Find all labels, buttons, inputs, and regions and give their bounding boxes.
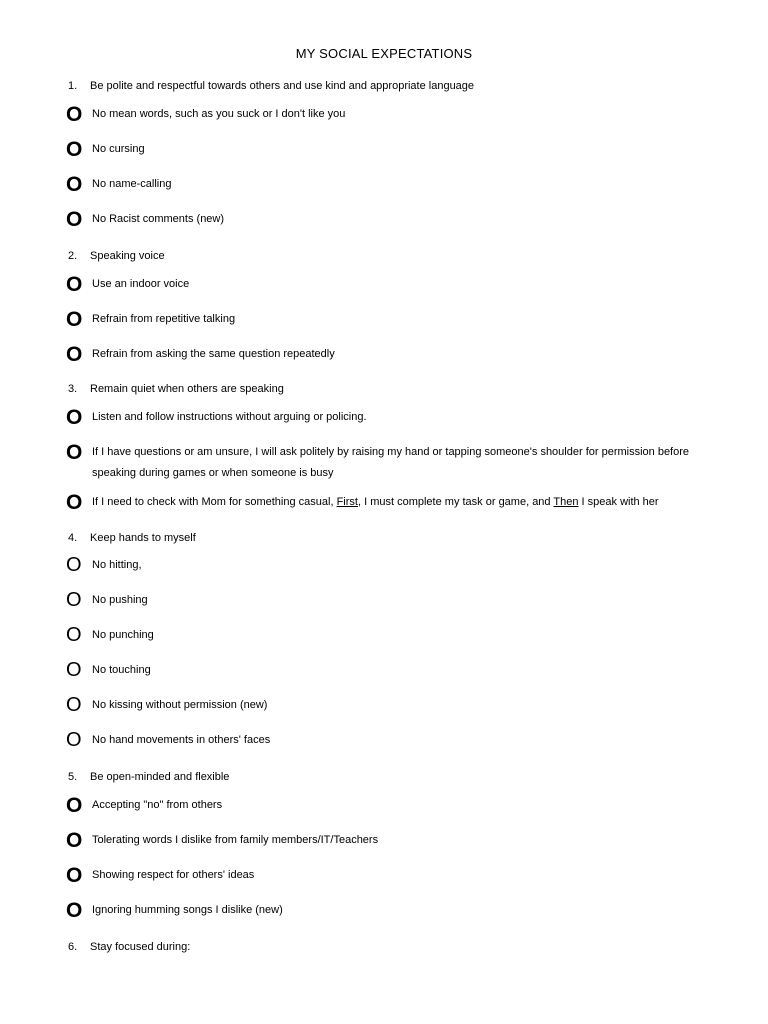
circle-bullet-icon: O (66, 829, 83, 852)
list-item-text: Use an indoor voice (92, 278, 190, 290)
circle-bullet-icon: O (66, 659, 82, 681)
circle-bullet-icon: O (66, 864, 83, 887)
list-item-text: No name-calling (92, 178, 172, 190)
section-title: Be open-minded and flexible (90, 771, 230, 783)
section-title: Remain quiet when others are speaking (90, 383, 284, 395)
then-emphasis: Then (553, 496, 579, 508)
list-item-text: No mean words, such as you suck or I don't like you (92, 108, 346, 120)
circle-bullet-icon: O (66, 491, 83, 514)
circle-bullet-icon: O (66, 441, 83, 464)
circle-bullet-icon: O (66, 589, 82, 611)
first-emphasis: First (336, 496, 358, 508)
section-number: 3. (68, 383, 78, 395)
section-number: 5. (68, 771, 78, 783)
item-text-middle: , I must complete my task or game, and (357, 496, 551, 508)
section-title: Speaking voice (90, 250, 165, 262)
circle-bullet-icon: O (66, 308, 83, 331)
circle-bullet-icon: O (66, 273, 83, 296)
page-title: MY SOCIAL EXPECTATIONS (295, 46, 473, 61)
list-item-text: No hitting, (92, 559, 142, 571)
section-title: Keep hands to myself (90, 532, 196, 544)
section-number: 6. (68, 941, 78, 953)
list-item-text: No hand movements in others' faces (92, 734, 271, 746)
circle-bullet-icon: O (66, 899, 83, 922)
list-item-text: Listen and follow instructions without arguing or policing. (92, 411, 367, 423)
circle-bullet-icon: O (66, 406, 83, 429)
list-item-text: Accepting "no" from others (92, 799, 223, 811)
circle-bullet-icon: O (66, 208, 83, 231)
circle-bullet-icon: O (66, 103, 83, 126)
section-title: Stay focused during: (90, 941, 191, 953)
list-item-text: Refrain from repetitive talking (92, 313, 236, 325)
circle-bullet-icon: O (66, 794, 83, 817)
circle-bullet-icon: O (66, 694, 82, 716)
circle-bullet-icon: O (66, 138, 83, 161)
circle-bullet-icon: O (66, 729, 82, 751)
list-item-text (92, 492, 732, 513)
section-number: 4. (68, 532, 78, 544)
section-number: 2. (68, 250, 78, 262)
section-number: 1. (68, 80, 78, 92)
circle-bullet-icon: O (66, 554, 82, 576)
circle-bullet-icon: O (66, 173, 83, 196)
circle-bullet-icon: O (66, 624, 82, 646)
list-item-text: No Racist comments (new) (92, 213, 225, 225)
list-item-text: Showing respect for others' ideas (92, 869, 255, 881)
circle-bullet-icon: O (66, 343, 83, 366)
list-item-text: If I have questions or am unsure, I will ask politely by raising my hand or tapping someone's shoulder for permission before speaking during games or when someone is busy (92, 446, 690, 479)
list-item-text: No punching (92, 629, 154, 641)
section-title: Be polite and respectful towards others and use kind and appropriate language (90, 80, 475, 92)
list-item-text: Refrain from asking the same question repeatedly (92, 348, 335, 360)
list-item-text: Ignoring humming songs I dislike (new) (92, 904, 283, 916)
item-text-end: I speak with her (581, 496, 659, 508)
list-item-text: Tolerating words I dislike from family members/IT/Teachers (92, 834, 379, 846)
list-item-text: No pushing (92, 594, 148, 606)
list-item-text: No cursing (92, 143, 145, 155)
list-item-text: No touching (92, 664, 151, 676)
list-item-text: No kissing without permission (new) (92, 699, 268, 711)
item-text-start: If I need to check with Mom for something casual, (92, 496, 334, 508)
